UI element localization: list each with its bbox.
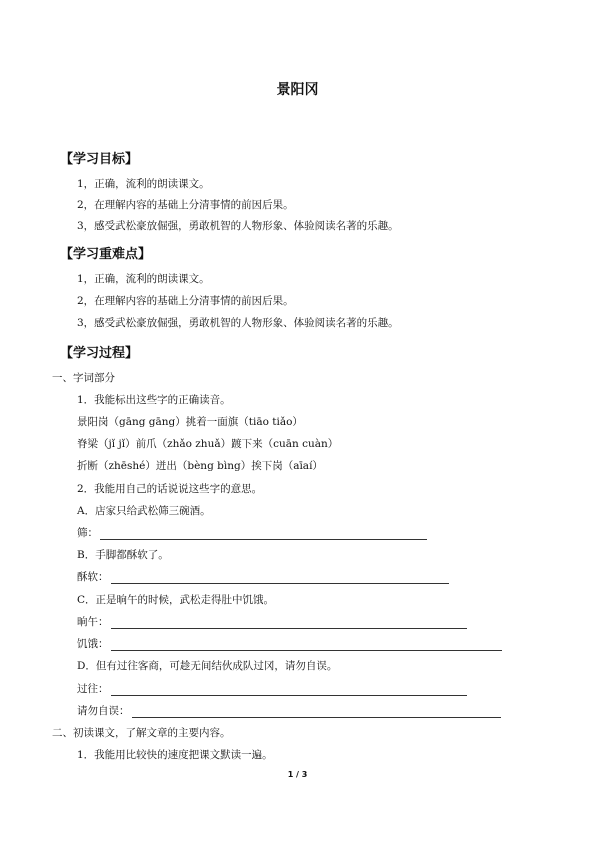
answer-blank-d1[interactable] — [111, 685, 467, 696]
part2-title: 二、初读课文，了解文章的主要内容。 — [52, 727, 231, 739]
goal-item-1: 1，正确，流利的朗读课文。 — [77, 178, 210, 190]
fill-row-c2 — [77, 637, 502, 651]
answer-blank-b[interactable] — [111, 573, 449, 584]
sentence-d: D．但有过往客商，可趁无间结伙成队过冈，请勿自误。 — [77, 660, 338, 672]
answer-blank-a[interactable] — [100, 529, 427, 540]
pinyin-line-2: 脊梁（jǐ jǐ）前爪（zhǎo zhuǎ）踱下来（cuān cuàn） — [77, 438, 339, 450]
goal-item-2: 2，在理解内容的基础上分清事情的前因后果。 — [77, 199, 294, 211]
key-point-item-1: 1，正确，流利的朗读课文。 — [77, 273, 210, 285]
fill-row-d2 — [77, 704, 501, 718]
section-heading-process: 【学习过程】 — [60, 346, 139, 361]
key-point-item-3: 3，感受武松豪放倔强，勇敢机智的人物形象、体验阅读名著的乐趣。 — [77, 317, 399, 329]
fill-label-a: 筛： — [77, 527, 98, 539]
fill-label-c1: 晌午： — [77, 616, 109, 628]
fill-row-d1 — [77, 682, 467, 696]
question-1: 1．我能标出这些字的正确读音。 — [77, 394, 231, 406]
pinyin-line-3: 折断（zhēshé）迸出（bèng bìng）挨下岗（aīaí） — [77, 460, 323, 472]
fill-label-c2: 饥饿： — [77, 638, 109, 650]
section-heading-goals: 【学习目标】 — [60, 152, 139, 167]
answer-blank-c2[interactable] — [111, 640, 502, 651]
sentence-b: B．手脚都酥软了。 — [77, 549, 169, 561]
page-number: 1 / 3 — [287, 770, 308, 779]
sentence-c: C．正是晌午的时候，武松走得肚中饥饿。 — [77, 594, 275, 606]
key-point-item-2: 2，在理解内容的基础上分清事情的前因后果。 — [77, 295, 294, 307]
answer-blank-d2[interactable] — [132, 707, 501, 718]
question-2: 2．我能用自己的话说说这些字的意思。 — [77, 483, 263, 495]
fill-row-b — [77, 570, 449, 584]
fill-row-c1 — [77, 615, 467, 629]
fill-row-a — [77, 526, 427, 540]
part2-question-1: 1．我能用比较快的速度把课文默读一遍。 — [77, 749, 273, 761]
part1-title: 一、字词部分 — [52, 372, 115, 384]
section-heading-key-points: 【学习重难点】 — [60, 247, 152, 262]
sentence-a: A．店家只给武松筛三碗酒。 — [77, 505, 211, 517]
pinyin-line-1: 景阳岗（gāng gāng）挑着一面旗（tiāo tiǎo） — [77, 416, 303, 428]
answer-blank-c1[interactable] — [111, 618, 467, 629]
fill-label-b: 酥软： — [77, 571, 109, 583]
fill-label-d2: 请勿自误： — [77, 705, 130, 717]
goal-item-3: 3，感受武松豪放倔强，勇敢机智的人物形象、体验阅读名著的乐趣。 — [77, 220, 399, 232]
fill-label-d1: 过往： — [77, 683, 109, 695]
page-title: 景阳冈 — [276, 82, 319, 98]
